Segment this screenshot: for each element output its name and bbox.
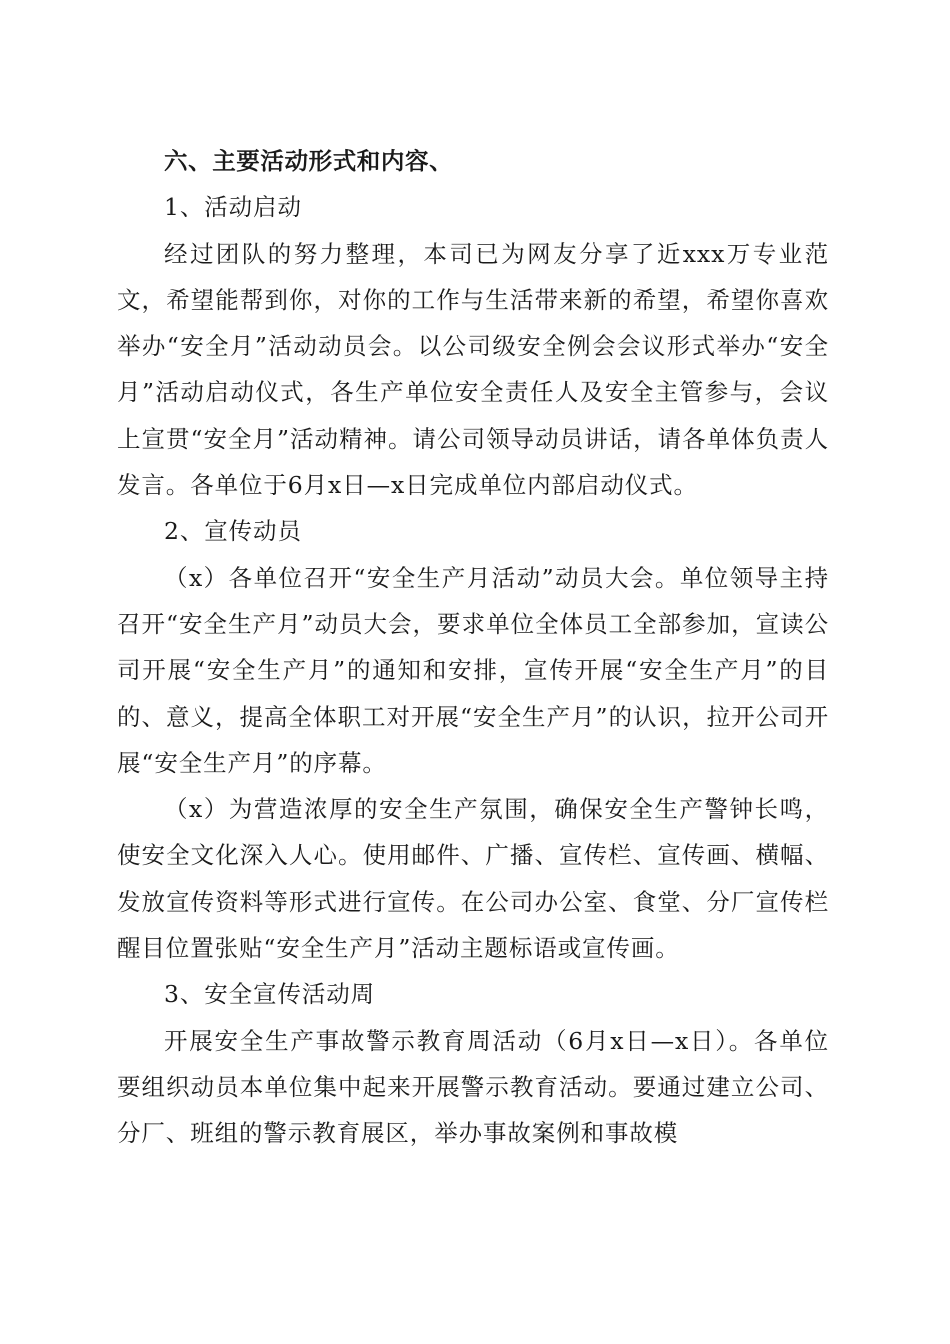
section-title: 六、主要活动形式和内容、	[164, 147, 454, 175]
item2-title: 2、宣传动员	[164, 517, 302, 546]
item3-title: 3、安全宣传活动周	[164, 980, 376, 1009]
document-body	[117, 138, 829, 1157]
item1-title: 1、活动启动	[164, 193, 302, 222]
item3-paragraph: 开展安全生产事故警示教育周活动（6月x日—x日）。各单位要组织动员本单位集中起来开展警示教育活动。要通过建立公司、分厂、班组的警示教育展区，举办事故案例和事故模	[117, 1026, 829, 1148]
item2-paragraph-b: （x）为营造浓厚的安全生产氛围，确保安全生产警钟长鸣，使安全文化深入人心。使用邮件、广播、宣传栏、宣传画、横幅、发放宣传资料等形式进行宣传。在公司办公室、食堂、分厂宣传栏醒目位置张贴“安全生产月”活动主题标语或宣传画。	[117, 795, 829, 963]
item1-paragraph: 经过团队的努力整理，本司已为网友分享了近xxx万专业范文，希望能帮到你，对你的工作与生活带来新的希望，希望你喜欢举办“安全月”活动动员会。以公司级安全例会会议形式举办“安全月”活动启动仪式，各生产单位安全责任人及安全主管参与，会议上宣贯“安全月”活动精神。请公司领导动员讲话，请各单体负责人发言。各单位于6月x日—x日完成单位内部启动仪式。	[117, 239, 829, 500]
item2-paragraph-a: （x）各单位召开“安全生产月活动”动员大会。单位领导主持召开“安全生产月”动员大会，要求单位全体员工全部参加，宣读公司开展“安全生产月”的通知和安排，宣传开展“安全生产月”的目的、意义，提高全体职工对开展“安全生产月”的认识，拉开公司开展“安全生产月”的序幕。	[117, 563, 829, 777]
